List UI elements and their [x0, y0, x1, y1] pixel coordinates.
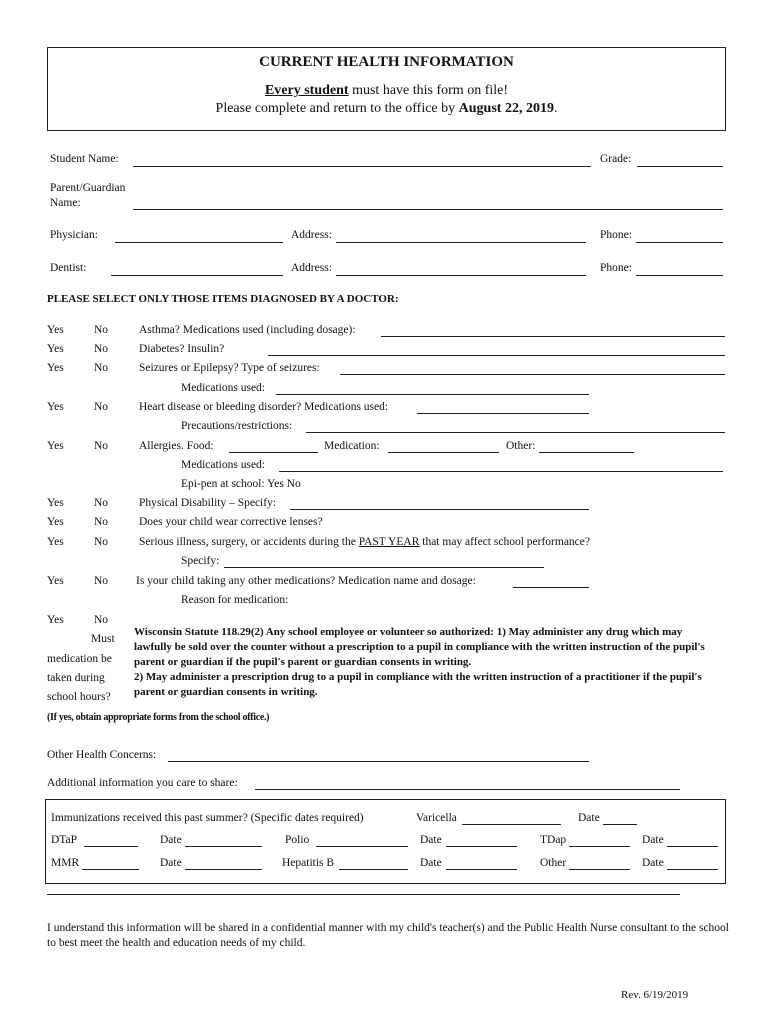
additional-info-label: Additional information you care to share:	[47, 777, 238, 789]
physical-question: Physical Disability – Specify:	[139, 497, 277, 509]
other-imm-field[interactable]	[569, 869, 630, 870]
precautions-label: Precautions/restrictions:	[181, 420, 293, 432]
form-title: CURRENT HEALTH INFORMATION	[259, 54, 514, 70]
yes-option[interactable]: Yes	[47, 440, 64, 452]
varicella-date-label: Date	[578, 812, 600, 824]
polio-field[interactable]	[316, 846, 408, 847]
dentist-phone-label: Phone:	[600, 262, 632, 274]
every-student-line	[47, 83, 726, 99]
every-student-emphasis: Every student	[264, 83, 349, 98]
allergy-medication-label: Medication:	[324, 440, 380, 452]
yes-option[interactable]: Yes	[47, 614, 64, 626]
physician-address-label: Address:	[291, 229, 332, 241]
lenses-question: Does your child wear corrective lenses?	[139, 516, 323, 528]
dtap-label: DTaP	[51, 834, 78, 846]
polio-date-label: Date	[420, 834, 442, 846]
yes-option[interactable]: Yes	[47, 497, 64, 509]
allergy-meds-label: Medications used:	[181, 459, 265, 471]
no-option[interactable]: No	[94, 497, 109, 509]
student-name-label: Student Name:	[50, 153, 119, 165]
physician-field[interactable]	[115, 242, 283, 243]
tdap-date-label: Date	[642, 834, 664, 846]
no-option[interactable]: No	[94, 536, 109, 548]
no-option[interactable]: No	[94, 440, 109, 452]
seizures-field[interactable]	[340, 374, 725, 375]
diagnosis-instruction: PLEASE SELECT ONLY THOSE ITEMS DIAGNOSED BY A DOCTOR:	[47, 293, 399, 305]
dentist-label: Dentist:	[50, 262, 87, 274]
seizures-question: Seizures or Epilepsy? Type of seizures:	[139, 362, 320, 374]
student-name-field[interactable]	[133, 166, 591, 167]
allergy-food-field[interactable]	[229, 452, 318, 453]
revision-date: Rev. 6/19/2019	[621, 989, 689, 1001]
polio-label: Polio	[285, 834, 310, 846]
varicella-date-field[interactable]	[603, 824, 637, 825]
taken-during-label: taken during	[47, 672, 105, 684]
dentist-field[interactable]	[111, 275, 283, 276]
must-label: Must	[91, 633, 115, 645]
heart-meds-field[interactable]	[417, 413, 589, 414]
hepb-field[interactable]	[339, 869, 408, 870]
serious-question	[139, 536, 590, 548]
dtap-date-label: Date	[160, 834, 182, 846]
dtap-field[interactable]	[84, 846, 138, 847]
past-year-emphasis: PAST YEAR	[358, 536, 420, 548]
mmr-date-label: Date	[160, 857, 182, 869]
mmr-field[interactable]	[82, 869, 139, 870]
polio-date-field[interactable]	[446, 846, 517, 847]
dentist-address-field[interactable]	[336, 275, 586, 276]
hepb-label: Hepatitis B	[282, 857, 335, 869]
tdap-label: TDap	[540, 834, 567, 846]
complete-text: Please complete and return to the office by	[215, 101, 456, 116]
hepb-date-field[interactable]	[446, 869, 517, 870]
precautions-field[interactable]	[306, 432, 725, 433]
diabetes-field[interactable]	[268, 355, 725, 356]
no-option[interactable]: No	[94, 362, 109, 374]
no-option[interactable]: No	[94, 516, 109, 528]
other-concerns-field[interactable]	[168, 761, 589, 762]
physician-phone-field[interactable]	[636, 242, 723, 243]
other-concerns-label: Other Health Concerns:	[47, 749, 157, 761]
parent-name-field[interactable]	[133, 209, 723, 210]
dentist-address-label: Address:	[291, 262, 332, 274]
no-option[interactable]: No	[94, 575, 109, 587]
allergies-question: Allergies. Food:	[139, 440, 214, 452]
no-option[interactable]: No	[94, 401, 109, 413]
allergy-other-field[interactable]	[539, 452, 634, 453]
dentist-phone-field[interactable]	[636, 275, 723, 276]
diabetes-question: Diabetes? Insulin?	[139, 343, 225, 355]
parent-label-2: Name:	[50, 197, 81, 209]
allergy-meds-field[interactable]	[279, 471, 723, 472]
immunizations-header: Immunizations received this past summer? (Specific dates required)	[51, 812, 364, 824]
heart-question: Heart disease or bleeding disorder? Medications used:	[139, 401, 389, 413]
other-meds-field[interactable]	[513, 587, 589, 588]
grade-field[interactable]	[637, 166, 723, 167]
serious-text-1: Serious illness, surgery, or accidents during the	[139, 536, 356, 548]
allergy-medication-field[interactable]	[388, 452, 499, 453]
mmr-date-field[interactable]	[185, 869, 262, 870]
hepb-date-label: Date	[420, 857, 442, 869]
medication-be-label: medication be	[47, 653, 112, 665]
yes-option[interactable]: Yes	[47, 575, 64, 587]
parent-label-1: Parent/Guardian	[50, 182, 126, 194]
no-option[interactable]: No	[94, 324, 109, 336]
physical-field[interactable]	[290, 509, 589, 510]
deadline-line	[47, 101, 726, 117]
grade-label: Grade:	[600, 153, 632, 165]
reason-label: Reason for medication:	[181, 594, 289, 606]
epipen-question: Epi-pen at school: Yes No	[181, 478, 301, 490]
yes-option[interactable]: Yes	[47, 536, 64, 548]
yes-option[interactable]: Yes	[47, 324, 64, 336]
other-imm-label: Other	[540, 857, 567, 869]
varicella-field[interactable]	[462, 824, 561, 825]
statute-text-2: 2) May administer a prescription drug to a pupil in compliance with the written instruction of a practitioner if the pupil's parent or guardian consents in writing.	[134, 671, 702, 698]
divider	[47, 894, 680, 895]
physician-label: Physician:	[50, 229, 98, 241]
other-imm-date-field[interactable]	[667, 869, 718, 870]
no-option[interactable]: No	[94, 614, 109, 626]
physician-address-field[interactable]	[336, 242, 586, 243]
tdap-field[interactable]	[569, 846, 630, 847]
physician-phone-label: Phone:	[600, 229, 632, 241]
specify-label: Specify:	[181, 555, 220, 567]
school-hours-label: school hours?	[47, 691, 111, 703]
yes-option[interactable]: Yes	[47, 516, 64, 528]
deadline-period: .	[553, 101, 558, 116]
confidentiality-statement: I understand this information will be shared in a confidential manner with my child's teacher(s) and the Public Health Nurse consultant to the school to best meet the health and education needs of my child.	[47, 922, 729, 949]
mmr-label: MMR	[51, 857, 80, 869]
statute-text-1: Wisconsin Statute 118.29(2) Any school employee or volunteer so authorized: 1) May administer any drug which may lawfully be sold over the counter without a prescription to a pupil in compliance with the written instruction of the pupil's parent or guardian if the pupil's parent or guardian consents in writing.	[134, 626, 705, 668]
other-imm-date-label: Date	[642, 857, 664, 869]
serious-text-2: that may affect school performance?	[422, 536, 590, 548]
forms-note: (If yes, obtain appropriate forms from the school office.)	[47, 712, 270, 723]
specify-field[interactable]	[224, 567, 544, 568]
dtap-date-field[interactable]	[185, 846, 262, 847]
yes-option[interactable]: Yes	[47, 362, 64, 374]
additional-info-field[interactable]	[255, 789, 680, 790]
seizure-meds-field[interactable]	[276, 394, 589, 395]
no-option[interactable]: No	[94, 343, 109, 355]
tdap-date-field[interactable]	[667, 846, 718, 847]
other-meds-question: Is your child taking any other medications? Medication name and dosage:	[136, 575, 476, 587]
must-have-text: must have this form on file!	[352, 83, 509, 98]
asthma-field[interactable]	[381, 336, 725, 337]
yes-option[interactable]: Yes	[47, 343, 64, 355]
yes-option[interactable]: Yes	[47, 401, 64, 413]
deadline-date: August 22, 2019	[458, 101, 554, 116]
allergy-other-label: Other:	[506, 440, 536, 452]
seizure-meds-label: Medications used:	[181, 382, 265, 394]
asthma-question: Asthma? Medications used (including dosage):	[139, 324, 356, 336]
varicella-label: Varicella	[416, 812, 457, 824]
